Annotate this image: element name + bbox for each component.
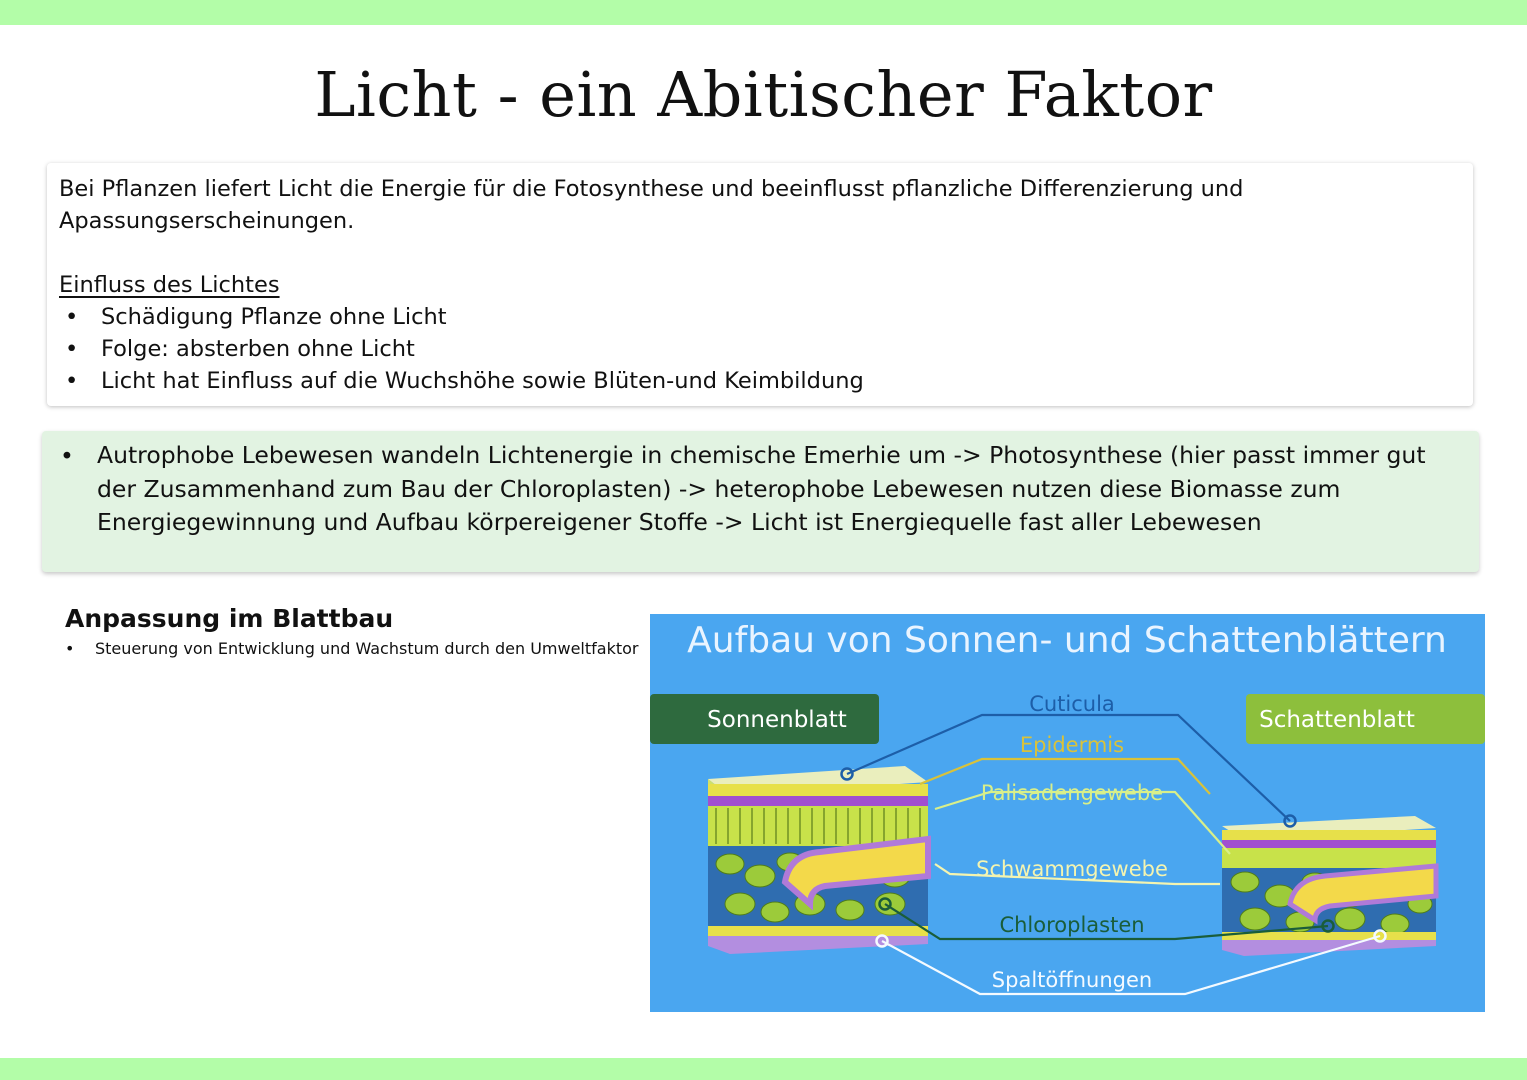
bullet-icon: • xyxy=(65,639,75,658)
page-title: Licht - ein Abitischer Faktor xyxy=(314,58,1213,131)
influence-heading: Einfluss des Lichtes xyxy=(59,272,280,298)
bottom-band xyxy=(0,1058,1527,1080)
influence-list xyxy=(59,301,1461,397)
list-item: • Schädigung Pflanze ohne Licht xyxy=(59,301,1461,333)
epidermis-label: Epidermis xyxy=(1019,733,1125,757)
leaf-structure-figure xyxy=(650,614,1485,1012)
stomata-label: Spaltöffnungen xyxy=(991,968,1153,992)
highlight-card xyxy=(42,431,1479,572)
list-item: • Folge: absterben ohne Licht xyxy=(59,333,1461,365)
spongy-label: Schwammgewebe xyxy=(976,857,1168,881)
top-band xyxy=(0,0,1527,25)
sun-leaf-block xyxy=(708,766,928,954)
section-bullet-text: Steuerung von Entwicklung und Wachstum durch den Umweltfaktor xyxy=(95,639,639,658)
leaf-diagram xyxy=(650,614,1485,1012)
section-bullet xyxy=(65,639,638,658)
section-title: Anpassung im Blattbau xyxy=(65,604,394,633)
highlight-text: Autrophobe Lebewesen wandeln Lichtenergie in chemische Emerhie um -> Photosynthese (hier passt immer gut der Zusammenhand zum Bau der Chloroplasten) -> heterophobe Lebewesen nutzen diese Biomasse zum Energiegewinnung und Aufbau körpereigener Stoffe -> Licht ist Energiequelle fast aller Lebewesen xyxy=(97,441,1426,536)
intro-card xyxy=(47,163,1473,406)
shade-leaf-label: Schattenblatt xyxy=(1259,707,1415,733)
sun-leaf-label: Sonnenblatt xyxy=(707,707,847,733)
figure-title: Aufbau von Sonnen- und Schattenblättern xyxy=(687,620,1447,661)
bullet-icon: • xyxy=(60,442,74,470)
cuticula-label: Cuticula xyxy=(1029,692,1115,716)
shade-leaf-block xyxy=(1222,816,1436,956)
palisade-label: Palisadengewebe xyxy=(980,781,1164,805)
chloroplasts-label: Chloroplasten xyxy=(999,913,1145,937)
list-item: • Licht hat Einfluss auf die Wuchshöhe sowie Blüten-und Keimbildung xyxy=(59,365,1461,397)
intro-paragraph: Bei Pflanzen liefert Licht die Energie für die Fotosynthese und beeinflusst pflanzliche Differenzierung und Apassungserscheinungen. xyxy=(59,176,1244,234)
